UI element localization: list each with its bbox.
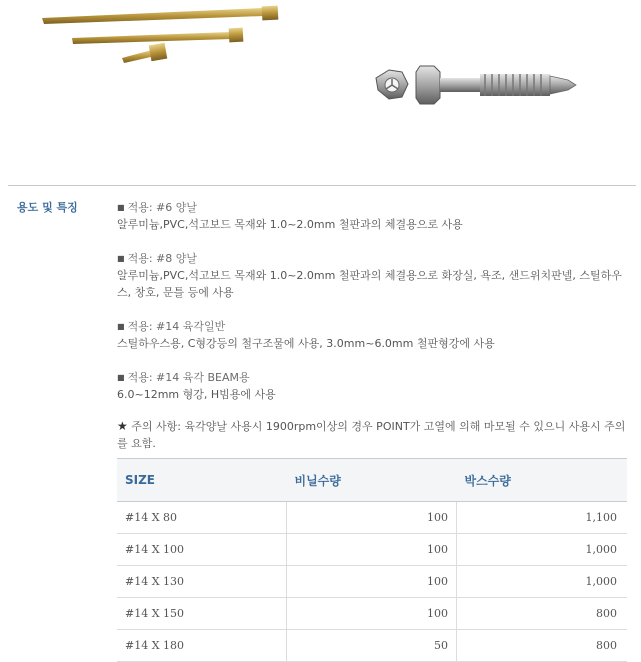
- square-bullet-icon: ■: [117, 203, 125, 212]
- table-row: [117, 630, 627, 662]
- hex-head-front-view: [376, 70, 408, 99]
- medium-gold-screw: [72, 28, 243, 44]
- square-bullet-icon: ■: [117, 373, 125, 382]
- size-cell: #14 X 80: [117, 502, 287, 534]
- table-header-row: [117, 459, 627, 502]
- short-gold-screw: [122, 43, 167, 63]
- usage-item: [117, 369, 632, 403]
- product-photos: [0, 0, 641, 175]
- screw-illustrations: [0, 0, 641, 175]
- box-quantity-cell: 800: [457, 598, 628, 630]
- square-bullet-icon: ■: [117, 322, 125, 331]
- quantity-table: [117, 458, 627, 662]
- usage-heading: ■ 적용: #14 육각 BEAM용: [117, 371, 250, 384]
- table-row: [117, 566, 627, 598]
- column-header-box-quantity: 박스수량: [457, 459, 628, 502]
- section-divider: [8, 185, 636, 186]
- table-row: [117, 598, 627, 630]
- bag-quantity-cell: 100: [287, 502, 457, 534]
- usage-body: 6.0~12mm 형강, H빔용에 사용: [117, 388, 276, 401]
- table-row: [117, 502, 627, 534]
- column-header-bag-quantity: 비닐수량: [287, 459, 457, 502]
- star-icon: ★: [117, 419, 128, 433]
- box-quantity-cell: 1,000: [457, 566, 628, 598]
- usage-heading: ■ 적용: #14 육각일반: [117, 320, 226, 333]
- size-cell: #14 X 150: [117, 598, 287, 630]
- bag-quantity-cell: 100: [287, 566, 457, 598]
- box-quantity-cell: 1,100: [457, 502, 628, 534]
- caution-text: 주의 사항: 육각양날 사용시 1900rpm이상의 경우 POINT가 고열에 의해 마모될 수 있으니 사용시 주의를 요함.: [117, 420, 626, 450]
- column-header-size: SIZE: [117, 459, 287, 502]
- hex-screw-side-view: [416, 66, 576, 104]
- long-gold-screw: [42, 6, 278, 24]
- usage-heading: ■ 적용: #6 양날: [117, 201, 197, 214]
- box-quantity-cell: 1,000: [457, 534, 628, 566]
- usage-body: 알루미늄,PVC,석고보드 목재와 1.0~2.0mm 철판과의 체결용으로 화장실, 욕조, 샌드위치판넬, 스틸하우스, 창호, 문틀 등에 사용: [117, 269, 622, 299]
- square-bullet-icon: ■: [117, 254, 125, 263]
- size-cell: #14 X 100: [117, 534, 287, 566]
- bag-quantity-cell: 50: [287, 630, 457, 662]
- box-quantity-cell: 800: [457, 630, 628, 662]
- usage-item: [117, 199, 632, 233]
- usage-item: [117, 250, 632, 301]
- bag-quantity-cell: 100: [287, 598, 457, 630]
- usage-heading: ■ 적용: #8 양날: [117, 252, 197, 265]
- section-title: 용도 및 특징: [17, 201, 78, 214]
- size-cell: #14 X 130: [117, 566, 287, 598]
- size-cell: #14 X 180: [117, 630, 287, 662]
- bag-quantity-cell: 100: [287, 534, 457, 566]
- usage-item: [117, 318, 632, 352]
- usage-description: [117, 199, 632, 452]
- usage-body: 알루미늄,PVC,석고보드 목재와 1.0~2.0mm 철판과의 체결용으로 사용: [117, 218, 463, 231]
- usage-body: 스틸하우스용, C형강등의 철구조물에 사용, 3.0mm~6.0mm 철판형강에 사용: [117, 337, 495, 350]
- table-row: [117, 534, 627, 566]
- caution-notice: [117, 418, 632, 452]
